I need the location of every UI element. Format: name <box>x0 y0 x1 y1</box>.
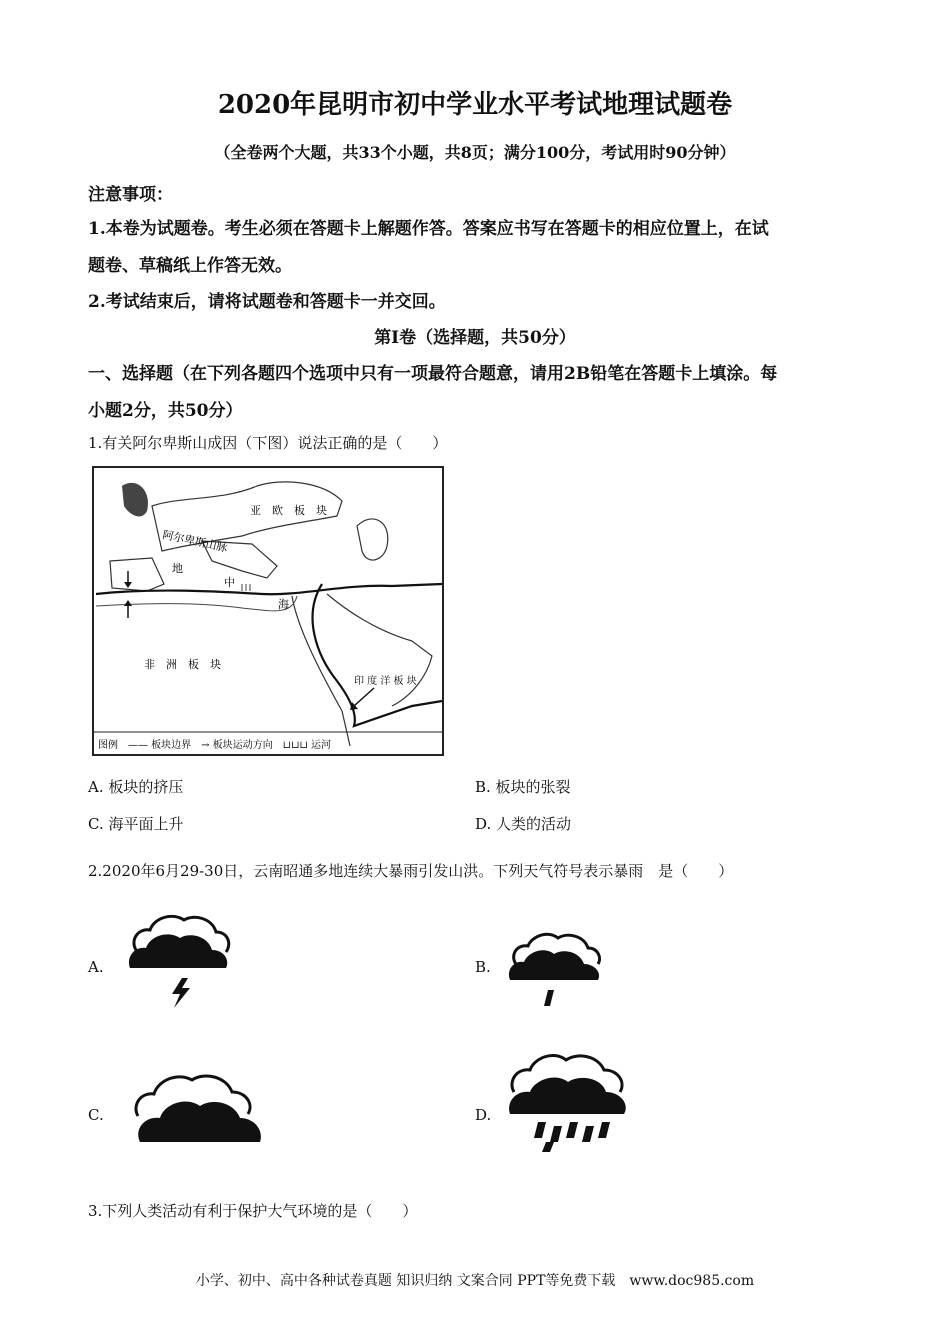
part-1-heading: 第Ⅰ卷（选择题，共50分） <box>374 328 576 348</box>
section-instructions-line-1: 一、选择题（在下列各题四个选项中只有一项最符合题意，请用2B铅笔在答题卡上填涂。每 <box>88 364 778 384</box>
question-1-stem: 1.有关阿尔卑斯山成因（下图）说法正确的是（ ） <box>88 434 448 452</box>
q1-option-b: B. 板块的张裂 <box>475 778 571 796</box>
thunderstorm-icon <box>124 910 234 1012</box>
overcast-icon <box>130 1068 266 1144</box>
question-3-stem: 3.下列人类活动有利于保护大气环境的是（ ） <box>88 1202 418 1220</box>
q2-option-d-label: D. <box>475 1106 492 1124</box>
notice-item-1-line-2: 题卷、草稿纸上作答无效。 <box>88 256 292 276</box>
label-indian-plate: 印 度 洋 板 块 <box>354 676 417 687</box>
q2-option-c-label: C. <box>88 1106 104 1124</box>
q2-option-a-label: A. <box>88 958 104 976</box>
label-alps: 阿尔卑斯山脉 <box>161 528 229 555</box>
page-footer: 小学、初中、高中各种试卷真题 知识归纳 文案合同 PPT等免费下载 www.doc985.com <box>195 1273 755 1289</box>
q1-option-a: A. 板块的挤压 <box>88 778 184 796</box>
exam-info: （全卷两个大题，共33个小题，共8页；满分100分，考试用时90分钟） <box>214 143 736 162</box>
page-title: 2020年昆明市初中学业水平考试地理试题卷 <box>217 90 733 120</box>
notice-item-2: 2.考试结束后，请将试题卷和答题卡一并交回。 <box>88 292 446 312</box>
q2-option-b-label: B. <box>475 958 491 976</box>
heavy-rain-icon <box>506 1050 630 1154</box>
plate-map-figure <box>92 466 444 756</box>
map-legend: 图例 —— 板块边界 → 板块运动方向 ⊔⊔⊔ 运河 <box>98 740 332 751</box>
section-instructions-line-2: 小题2分，共50分） <box>88 401 243 421</box>
label-eurasian-plate: 亚 欧 板 块 <box>250 504 327 517</box>
q1-option-d: D. 人类的活动 <box>475 815 572 833</box>
notice-item-1-line-1: 1.本卷为试题卷。考生必须在答题卡上解题作答。答案应书写在答题卡的相应位置上，在试 <box>88 219 769 239</box>
light-rain-icon <box>506 930 606 1014</box>
label-med-2: 中 <box>224 576 235 589</box>
label-med-3: 海 <box>278 598 289 611</box>
question-2-stem: 2.2020年6月29-30日，云南昭通多地连续大暴雨引发山洪。下列天气符号表示暴雨 是（ ） <box>88 862 734 880</box>
label-african-plate: 非 洲 板 块 <box>144 658 221 671</box>
notice-heading: 注意事项： <box>88 185 173 205</box>
label-med-1: 地 <box>172 562 183 575</box>
q1-option-c: C. 海平面上升 <box>88 815 184 833</box>
